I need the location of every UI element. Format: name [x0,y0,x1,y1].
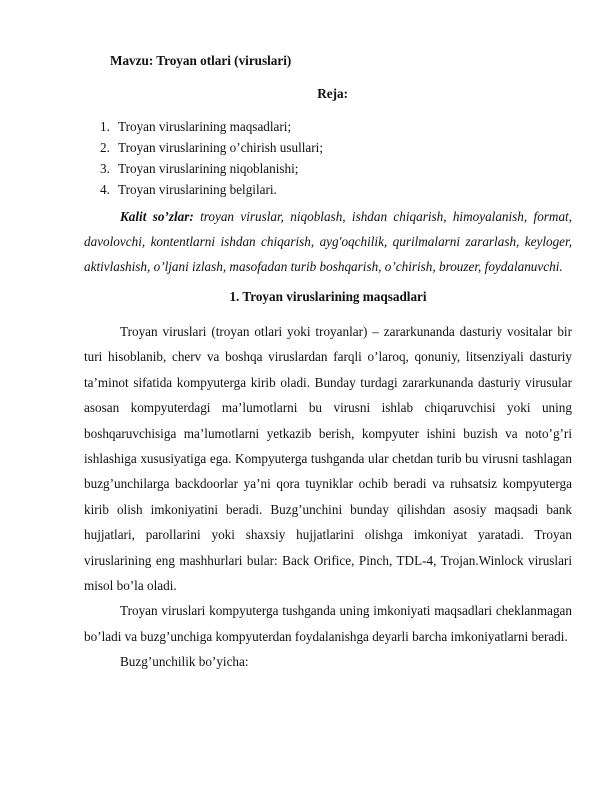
keywords-paragraph [84,204,572,279]
section-title: 1. Troyan viruslarining maqsadlari [229,289,427,304]
keywords-text: troyan viruslar, niqoblash, ishdan chiqarish, himoyalanish, format, davolovchi, kontentlarni ishdan chiqarish, ayg'oqchilik, qurilmalarni zararlash, keyloger, aktivlashish, o’ljani izlash, masofadan turib boshqarish, o’chirish, brouzer, foydalanuvchi. [84,209,572,274]
plan-item [84,179,572,200]
topic-heading: Mavzu: Troyan otlari (viruslari) [110,53,292,68]
plan-item-text: Troyan viruslarining niqoblanishi; [118,161,299,176]
plan-item-number: 4. [100,182,110,197]
plan-item-number: 3. [100,161,110,176]
plan-item [84,137,572,158]
plan-item-text: Troyan viruslarining belgilari. [118,182,277,197]
plan-item-text: Troyan viruslarining maqsadlari; [118,119,292,134]
plan-item-text: Troyan viruslarining o’chirish usullari; [118,140,323,155]
plan-item-number: 2. [100,140,110,155]
keywords-label: Kalit so’zlar: [120,209,194,224]
document-page [84,52,572,674]
plan-item [84,116,572,137]
body-paragraph: Troyan viruslari kompyuterga tushganda uning imkoniyati maqsadlari cheklanmagan bo’ladi va buzg’unchiga kompyuterdan foydalanishga deyarli barcha imkoniyatlarni beradi. [84,603,572,644]
section-tail-line: Buzg’unchilik bo’yicha: [120,654,249,670]
plan-title: Reja: [317,86,348,101]
plan-item [84,158,572,179]
plan-list [84,116,572,200]
plan-item-number: 1. [100,119,110,134]
body-paragraph: Troyan viruslari (troyan otlari yoki troyanlar) – zararkunanda dasturiy vositalar bir turi hisoblanib, cherv va boshqa viruslardan farqli o’laroq, qonuniy, litsenziyali dasturiy ta’minot sifatida kompyuterga kirib oladi. Bunday turdagi zararkunanda dasturiy virusular asosan kompyuterdagi ma’lumotlarni bu virusni ishlab chiqaruvchisi yoki uning boshqaruvchisiga ma’lumotlarni yetkazib berish, kompyuter ishini buzish va noto’g’ri ishlashiga xususiyatiga ega. Kompyuterga tushganda ular chetdan turib bu virusni tashlagan buzg’unchilarga backdoorlar ya’ni qora tuyniklar ochib beradi va ruhsatsiz kompyuterga kirib olish imkoniyatini beradi. Buzg’unchini bunday qilishdan asosiy maqsadi bank hujjatlari, parollarini yoki shaxsiy hujjatlarini olishga imkoniyat yaratadi. Troyan viruslarining eng mashhurlari bular: Back Orifice, Pinch, TDL-4, Trojan.Winlock viruslari misol bo’la oladi. [84,324,572,594]
